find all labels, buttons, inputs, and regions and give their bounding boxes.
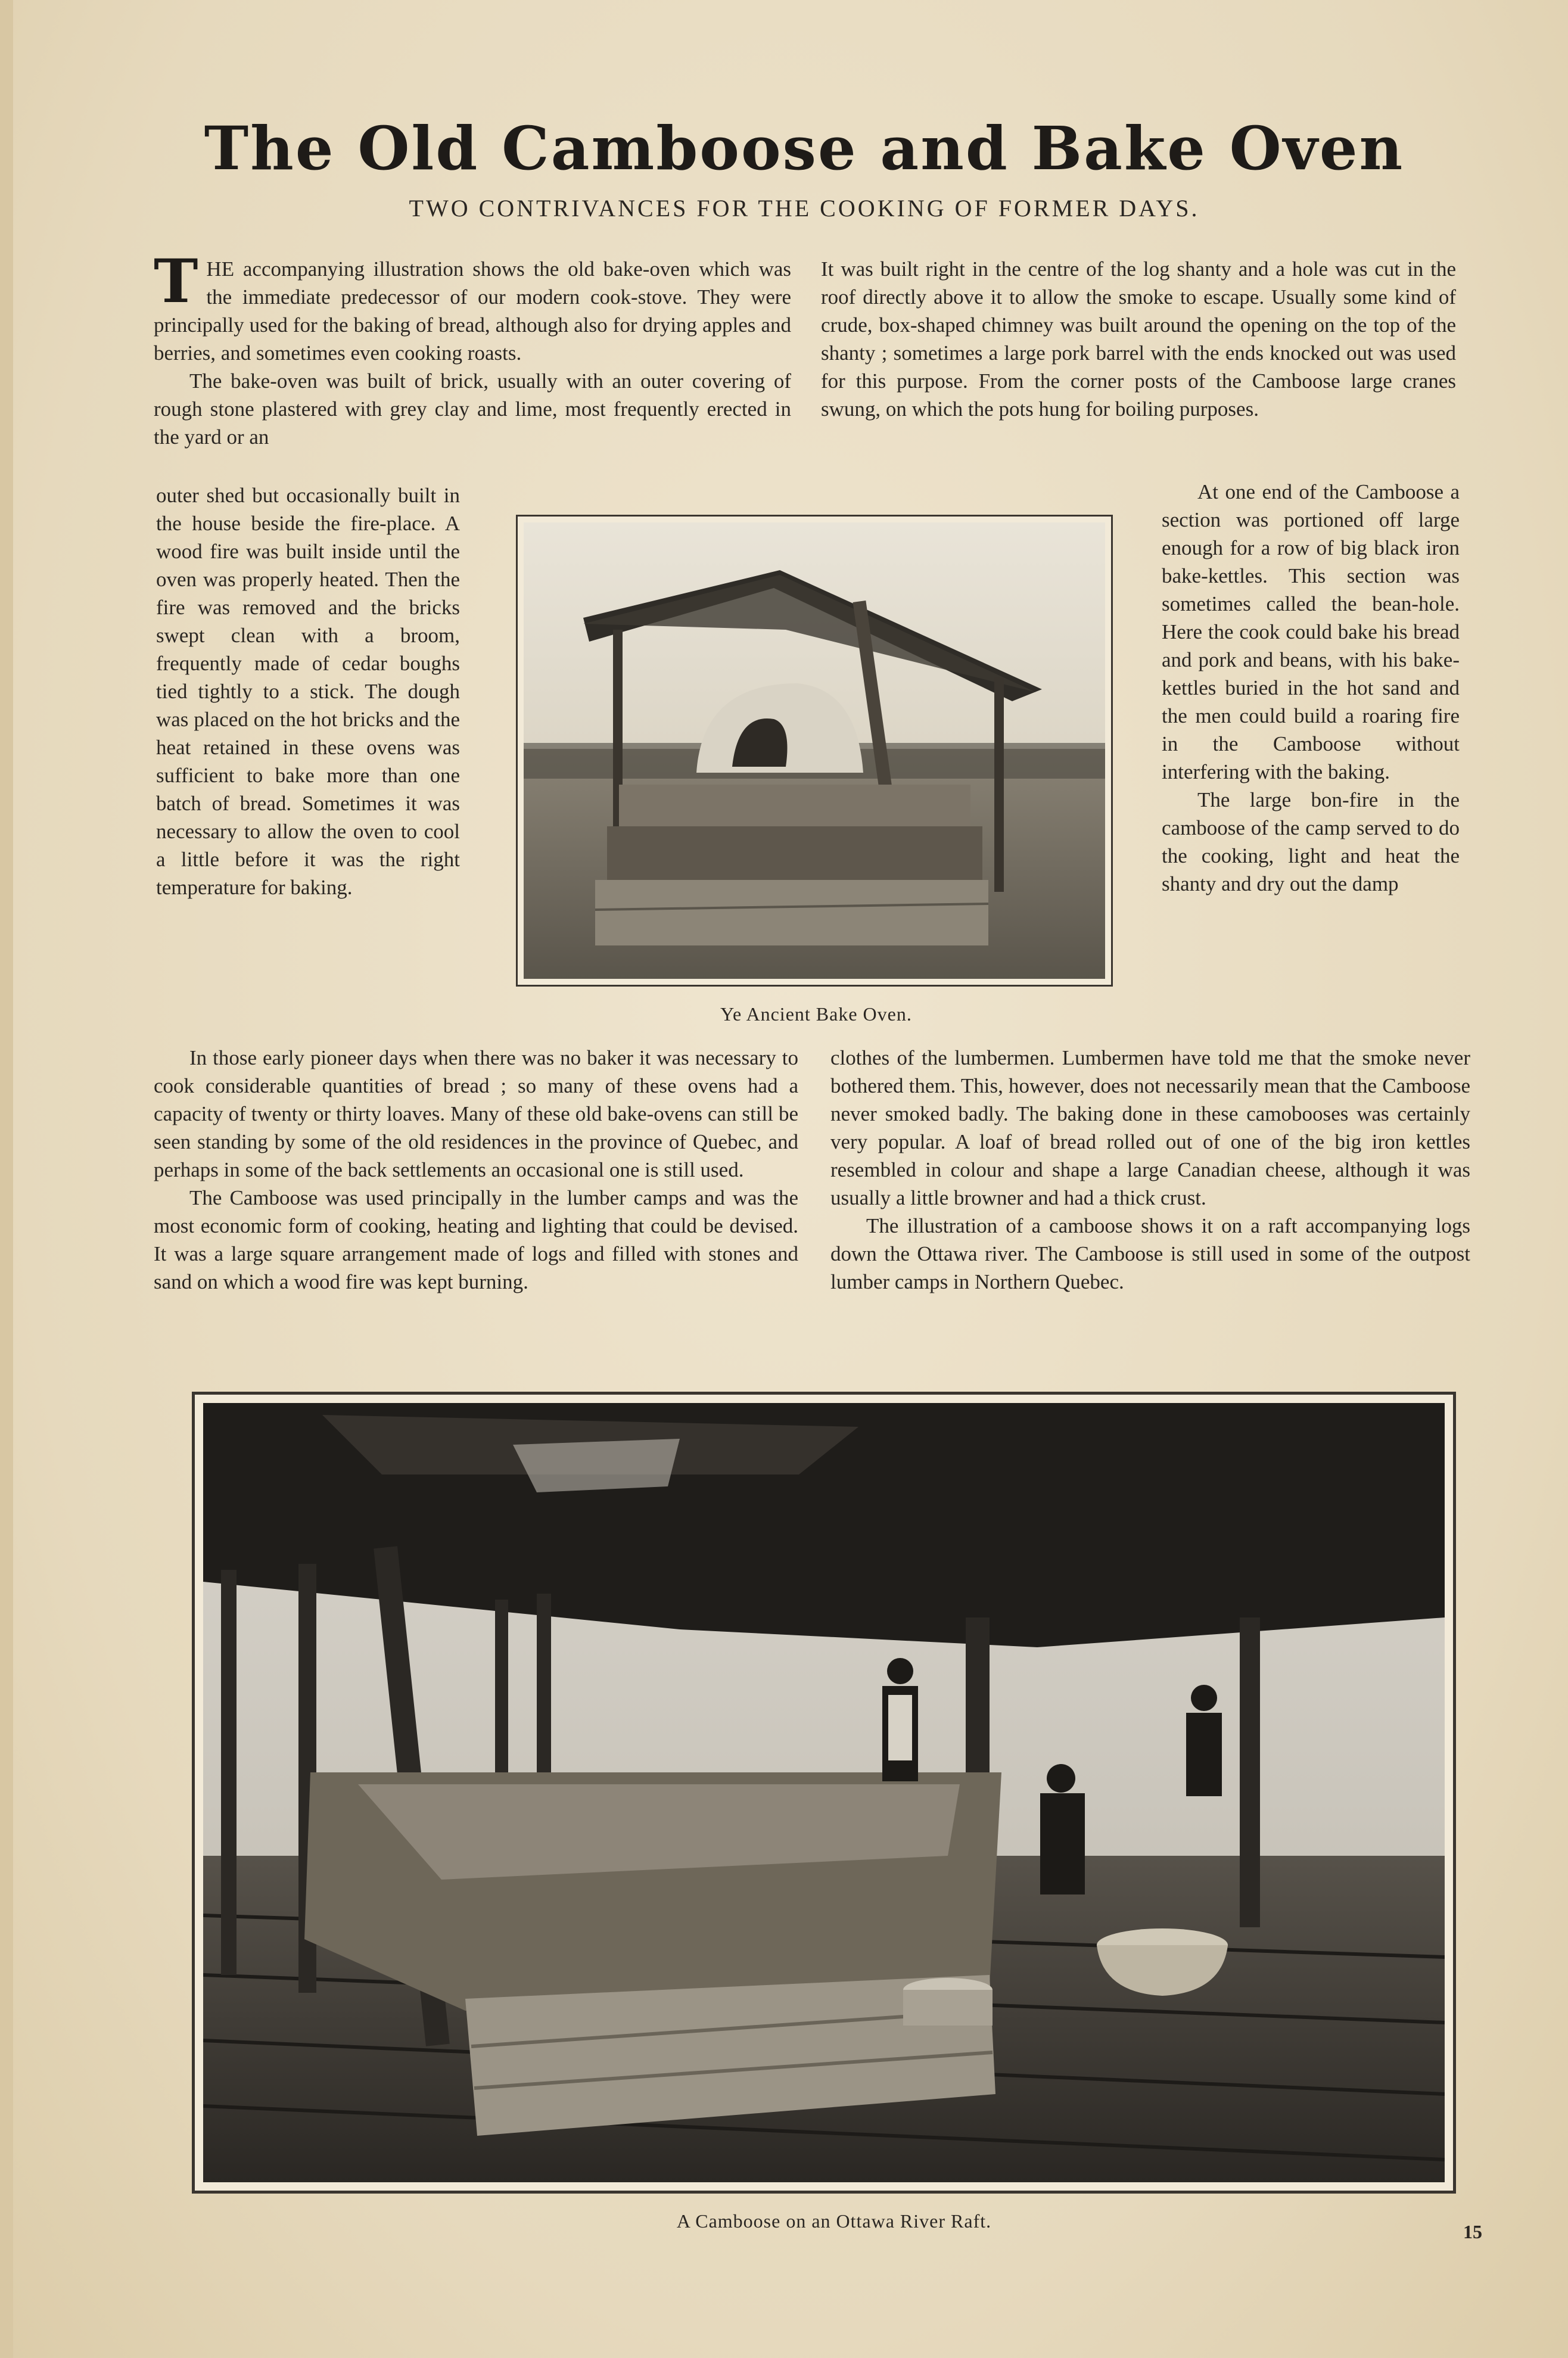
camboose-photo (192, 1392, 1456, 2194)
page-number: 15 (1463, 2221, 1482, 2242)
paragraph: It was built right in the centre of the log shanty and a hole was cut in the roof directly above it to allow the smoke to escape. Usually some kind of crude, box-shaped chimney was built around the opening on the top of the shanty ; sometimes a large pork barrel with the ends knocked out was used for this purpose. From the corner posts of the Camboose large cranes swung, on which the pots hung for boiling purposes. (821, 257, 1456, 421)
paragraph-text: HE accompanying illustration shows the old bake-oven which was the immediate predecessor of our modern cook-stove. They were principally used for the baking of bread, although also for drying apples and berries, and sometimes even cooking roasts. (154, 257, 791, 365)
paragraph: outer shed but occasionally built in the house beside the fire-place. A wood fire was built inside until the oven was properly heated. Then the fire was removed and the bricks swept clean with a broom, frequently made of cedar boughs tied tightly to a stick. The dough was placed on the hot bricks and the heat retained in these ovens was sufficient to bake more than one batch of bread. Sometimes it was necessary to allow the oven to cool a little before it was the right temperature for baking. (156, 484, 460, 899)
article-subtitle: TWO CONTRIVANCES FOR THE COOKING OF FORMER DAYS. (409, 195, 1200, 222)
paragraph: The Camboose was used principally in the lumber camps and was the most economic form of cooking, heating and lighting that could be devised. It was a large square arrangement made of logs and filled with stones and sand on which a wood fire was kept burning. (154, 1186, 798, 1293)
paragraph: At one end of the Camboose a section was portioned off large enough for a row of big black iron bake-kettles. This section was sometimes called the bean-hole. Here the cook could bake his bread and pork and beans, with his bake-kettles buried in the hot sand and the men could build a roaring fire in the Camboose without interfering with the baking. (1162, 480, 1460, 783)
paragraph: The illustration of a camboose shows it on a raft accompanying logs down the Ottawa river. The Camboose is still used in some of the outpost lumber camps in Northern Quebec. (830, 1214, 1470, 1293)
column-2-bottom (830, 1044, 1470, 1296)
paragraph: clothes of the lumbermen. Lumbermen have told me that the smoke never bothered them. This, however, does not necessarily mean that the Camboose never smoked badly. The baking done in these camobooses was certainly very popular. A loaf of bread rolled out of one of the big iron kettles resembled in colour and shape a large Canadian cheese, although it was usually a little browner and had a thick crust. (830, 1046, 1470, 1209)
paragraph: In those early pioneer days when there was no baker it was necessary to cook considerable quantities of bread ; so many of these ovens had a capacity of twenty or thirty loaves. Many of these old bake-ovens can still be seen standing by some of the old residences in the province of Quebec, and perhaps in some of the back settlements an occasional one is still used. (154, 1046, 798, 1181)
bake-oven-photo (516, 515, 1113, 987)
paragraph: The large bon-fire in the camboose of the camp served to do the cooking, light and heat the shanty and dry out the damp (1162, 788, 1460, 895)
column-1-top (154, 246, 791, 451)
paragraph (154, 246, 791, 367)
column-2-top (821, 255, 1456, 423)
camboose-caption: A Camboose on an Ottawa River Raft. (676, 2210, 992, 2232)
binding-edge (0, 0, 13, 2358)
bake-oven-illustration (524, 522, 1105, 979)
article-title: The Old Camboose and Bake Oven (204, 113, 1405, 183)
camboose-illustration (203, 1403, 1445, 2182)
column-2-wrap (1162, 478, 1460, 898)
paragraph: The bake-oven was built of brick, usually with an outer covering of rough stone plastered with grey clay and lime, most frequently erected in the yard or an (154, 369, 791, 449)
drop-cap: T (154, 246, 198, 316)
bake-oven-caption: Ye Ancient Bake Oven. (720, 1003, 912, 1025)
column-1-bottom (154, 1044, 798, 1296)
column-1-wrap (156, 481, 460, 901)
